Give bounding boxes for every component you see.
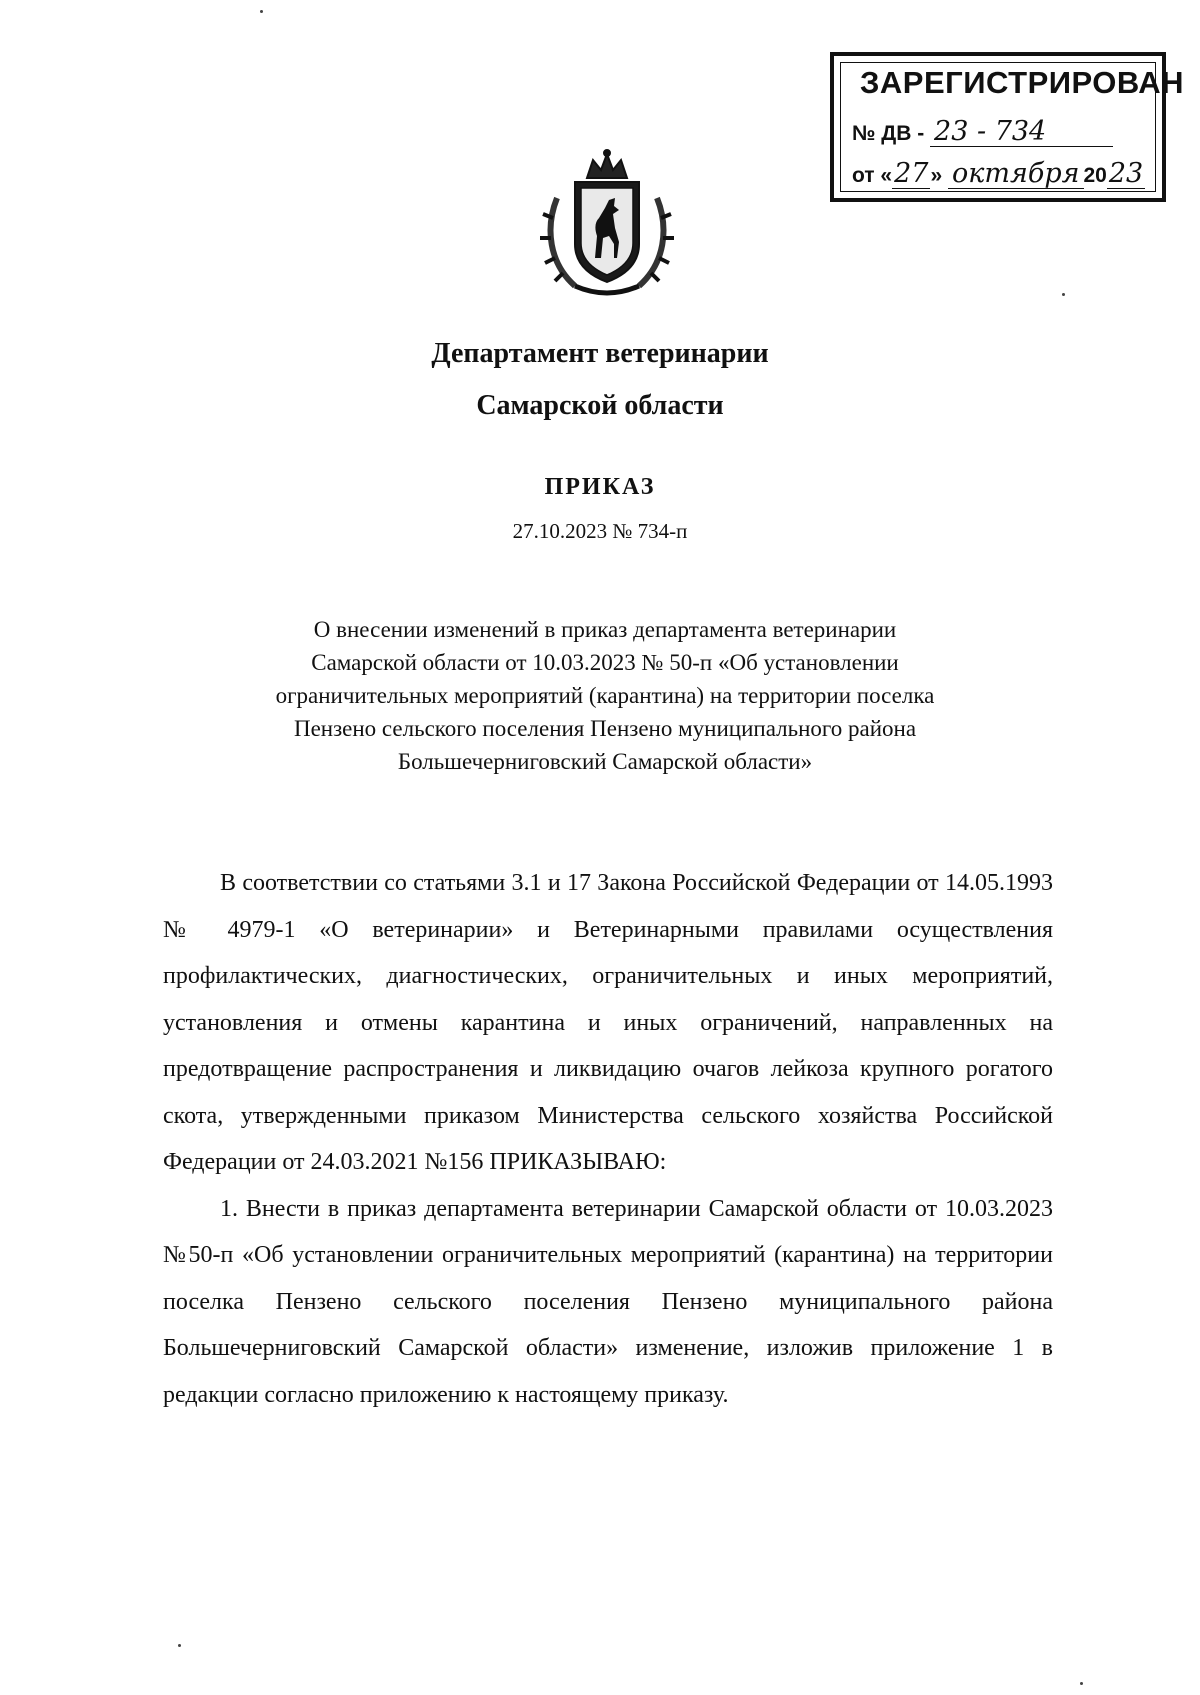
department-name-line1: Департамент ветеринарии [431, 338, 769, 369]
stamp-year-prefix: 20 [1083, 164, 1107, 187]
subject-line: Пензено сельского поселения Пензено муниципального района [293, 716, 917, 741]
subject-line: Большечерниговский Самарской области» [397, 749, 813, 774]
scan-speck [1080, 1682, 1083, 1685]
stamp-month-handwritten: октября [948, 160, 1084, 189]
stamp-day-handwritten: 27 [894, 158, 929, 189]
scan-speck [1062, 293, 1065, 296]
subject-line: О внесении изменений в приказ департамента ветеринарии [313, 617, 897, 642]
scan-speck [178, 1644, 181, 1647]
order-date-number: 27.10.2023 № 734-п [512, 519, 688, 543]
order-body [163, 860, 1053, 1418]
stamp-number-handwritten: 23 - 734 [930, 118, 1113, 147]
registration-stamp [830, 52, 1185, 202]
order-title: ПРИКАЗ [544, 474, 656, 500]
samara-coat-of-arms-icon [535, 148, 680, 303]
stamp-number-line [852, 118, 1113, 147]
department-name-line2: Самарской области [476, 390, 724, 421]
item-1-paragraph: 1. Внести в приказ департамента ветеринарии Самарской области от 10.03.2023 №50-п «Об установлении ограничительных мероприятий (карантина) на территории поселка Пензено сельского поселения Пензено муниципального района Большечерниговский Самарской области» изменение, изложив приложение 1 в редакции согласно приложению к настоящему приказу. [163, 1195, 1053, 1408]
stamp-date-line [852, 160, 1145, 189]
stamp-title: ЗАРЕГИСТРИРОВАН [860, 65, 1185, 100]
stamp-year-handwritten: 23 [1108, 158, 1144, 189]
scan-speck [260, 10, 263, 13]
stamp-date-mid: » [930, 164, 943, 187]
stamp-number-prefix: № ДВ - [852, 122, 925, 145]
subject-line: ограничительных мероприятий (карантина) на территории поселка [275, 683, 935, 708]
preamble-paragraph: В соответствии со статьями 3.1 и 17 Закона Российской Федерации от 14.05.1993 № 4979-1 «О ветеринарии» и Ветеринарными правилами осуществления профилактических, диагностических, ограничительных и иных мероприятий, установления и отмены карантина и иных ограничений, направленных на предотвращение распространения и ликвидацию очагов лейкоза крупного рогатого скота, утвержденными приказом Министерства сельского хозяйства Российской Федерации от 24.03.2021 №156 ПРИКАЗЫВАЮ: [163, 870, 1053, 1175]
subject-line: Самарской области от 10.03.2023 № 50-п «Об установлении [311, 650, 899, 675]
stamp-date-prefix: от « [852, 164, 893, 187]
order-subject [150, 613, 1060, 778]
